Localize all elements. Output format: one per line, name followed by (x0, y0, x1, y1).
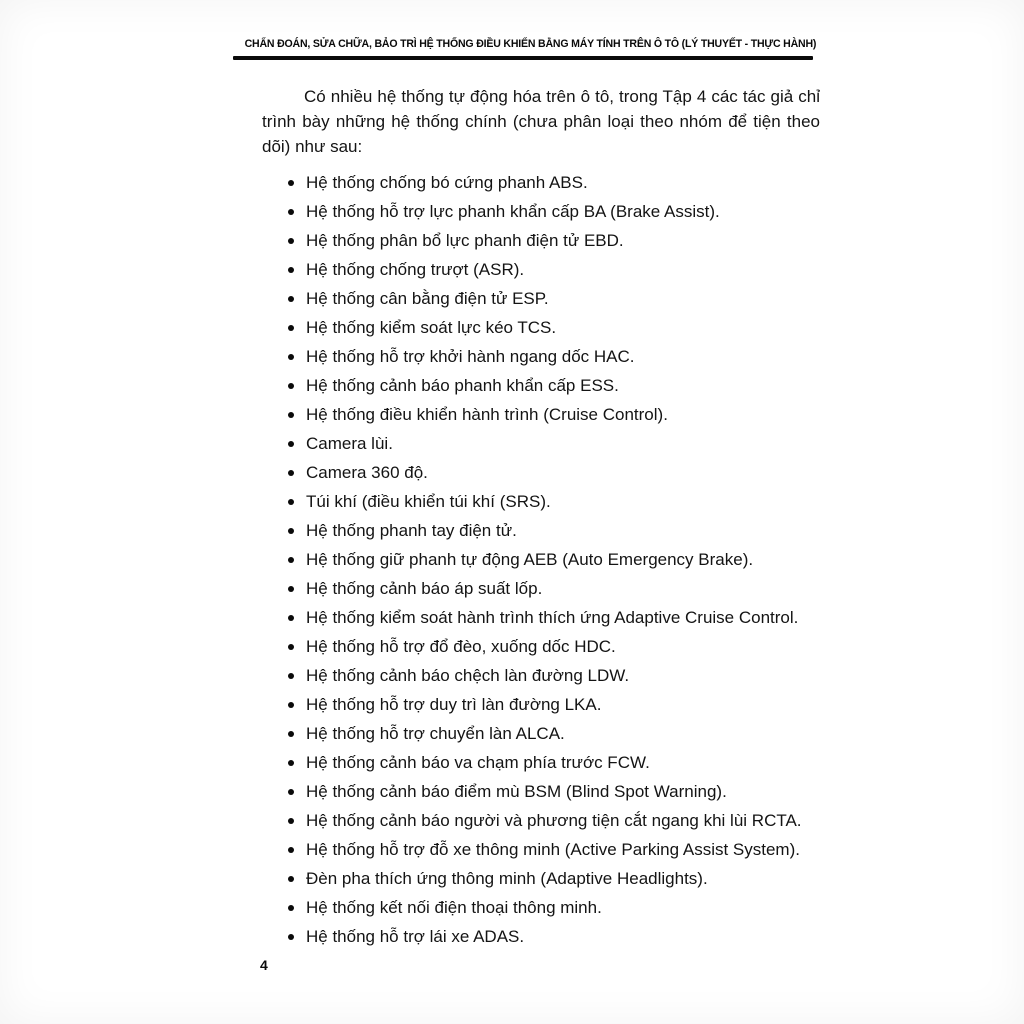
list-item-text: Hệ thống hỗ trợ khởi hành ngang dốc HAC. (306, 347, 635, 366)
list-item-text: Hệ thống giữ phanh tự động AEB (Auto Emergency Brake). (306, 550, 754, 569)
list-item-text: Hệ thống hỗ trợ đổ đèo, xuống dốc HDC. (306, 637, 616, 656)
bullet-icon (288, 412, 294, 418)
page-number: 4 (260, 957, 268, 973)
systems-list (262, 168, 820, 951)
list-item-text: Hệ thống cân bằng điện tử ESP. (306, 289, 549, 308)
list-item-text: Camera lùi. (306, 434, 393, 453)
bullet-icon (288, 586, 294, 592)
bullet-icon (288, 702, 294, 708)
list-item (262, 197, 820, 226)
bullet-icon (288, 499, 294, 505)
bullet-icon (288, 731, 294, 737)
bullet-icon (288, 180, 294, 186)
list-item (262, 632, 820, 661)
bullet-icon (288, 238, 294, 244)
list-item (262, 661, 820, 690)
bullet-icon (288, 354, 294, 360)
list-item-text: Hệ thống kiểm soát lực kéo TCS. (306, 318, 557, 337)
bullet-icon (288, 876, 294, 882)
list-item-text: Hệ thống phanh tay điện tử. (306, 521, 517, 540)
list-item (262, 400, 820, 429)
list-item (262, 777, 820, 806)
list-item-text: Hệ thống cảnh báo chệch làn đường LDW. (306, 666, 630, 685)
bullet-icon (288, 267, 294, 273)
list-item-text: Hệ thống cảnh báo phanh khẩn cấp ESS. (306, 376, 619, 395)
bullet-icon (288, 905, 294, 911)
list-item-text: Hệ thống hỗ trợ lực phanh khẩn cấp BA (Brake Assist). (306, 202, 720, 221)
list-item (262, 168, 820, 197)
bullet-icon (288, 325, 294, 331)
list-item (262, 545, 820, 574)
list-item (262, 255, 820, 284)
bullet-icon (288, 470, 294, 476)
list-item-text: Đèn pha thích ứng thông minh (Adaptive Headlights). (306, 869, 708, 888)
bullet-icon (288, 789, 294, 795)
list-item (262, 284, 820, 313)
list-item (262, 458, 820, 487)
list-item (262, 864, 820, 893)
list-item-text: Hệ thống chống bó cứng phanh ABS. (306, 173, 588, 192)
list-item (262, 748, 820, 777)
bullet-icon (288, 441, 294, 447)
page-body (262, 84, 820, 951)
running-head: CHẨN ĐOÁN, SỬA CHỮA, BẢO TRÌ HỆ THỐNG ĐIỀU KHIỂN BẰNG MÁY TÍNH TRÊN Ô TÔ (LÝ THUYẾT - THỰC HÀNH) (244, 38, 817, 50)
list-item-text: Hệ thống hỗ trợ lái xe ADAS. (306, 927, 525, 946)
list-item-text: Hệ thống chống trượt (ASR). (306, 260, 525, 279)
list-item-text: Hệ thống hỗ trợ chuyển làn ALCA. (306, 724, 565, 743)
list-item (262, 574, 820, 603)
bullet-icon (288, 673, 294, 679)
list-item (262, 806, 820, 835)
bullet-icon (288, 209, 294, 215)
list-item (262, 516, 820, 545)
list-item-text: Hệ thống điều khiển hành trình (Cruise Control). (306, 405, 668, 424)
list-item-text: Hệ thống cảnh báo điểm mù BSM (Blind Spot Warning). (306, 782, 727, 801)
bullet-icon (288, 383, 294, 389)
bullet-icon (288, 760, 294, 766)
list-item (262, 719, 820, 748)
list-item (262, 226, 820, 255)
list-item (262, 690, 820, 719)
bullet-icon (288, 847, 294, 853)
list-item-text: Hệ thống cảnh báo người và phương tiện cắt ngang khi lùi RCTA. (306, 811, 802, 830)
intro-paragraph: Có nhiều hệ thống tự động hóa trên ô tô, trong Tập 4 các tác giả chỉ trình bày những hệ thống chính (chưa phân loại theo nhóm để tiện theo dõi) như sau: (262, 87, 820, 156)
list-item-text: Hệ thống cảnh báo va chạm phía trước FCW. (306, 753, 650, 772)
list-item-text: Hệ thống hỗ trợ đỗ xe thông minh (Active Parking Assist System). (306, 840, 800, 859)
list-item-text: Hệ thống cảnh báo áp suất lốp. (306, 579, 543, 598)
list-item (262, 487, 820, 516)
list-item-text: Hệ thống phân bổ lực phanh điện tử EBD. (306, 231, 624, 250)
list-item-text: Hệ thống kết nối điện thoại thông minh. (306, 898, 602, 917)
list-item (262, 893, 820, 922)
bullet-icon (288, 644, 294, 650)
list-item (262, 603, 820, 632)
list-item-text: Hệ thống hỗ trợ duy trì làn đường LKA. (306, 695, 602, 714)
bullet-icon (288, 934, 294, 940)
list-item (262, 835, 820, 864)
bullet-icon (288, 818, 294, 824)
list-item-text: Hệ thống kiểm soát hành trình thích ứng Adaptive Cruise Control. (306, 608, 799, 627)
bullet-icon (288, 557, 294, 563)
bullet-icon (288, 296, 294, 302)
list-item (262, 342, 820, 371)
list-item-text: Camera 360 độ. (306, 463, 428, 482)
list-item (262, 429, 820, 458)
list-item-text: Túi khí (điều khiển túi khí (SRS). (306, 492, 551, 511)
bullet-icon (288, 528, 294, 534)
bullet-icon (288, 615, 294, 621)
list-item (262, 313, 820, 342)
list-item (262, 371, 820, 400)
list-item (262, 922, 820, 951)
header-rule-divider (233, 56, 813, 60)
